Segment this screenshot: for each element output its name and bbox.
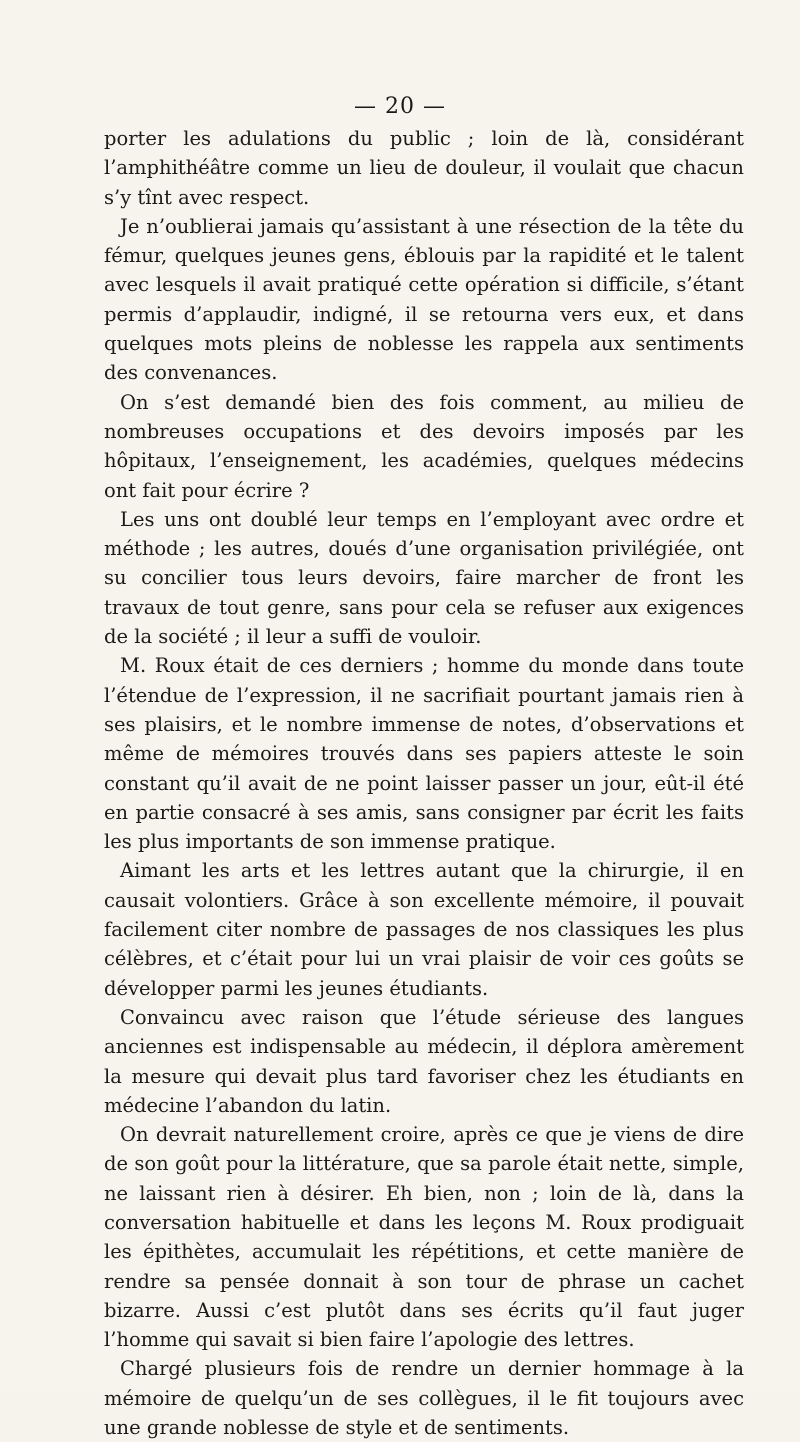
paragraph: M. Roux était de ces derniers ; homme du monde dans toute l’étendue de l’expression, il ne sacrifiait pourtant jamais rien à ses plaisirs, et le nombre immense de notes, d’observations et même de mémoires trouvés dans ses papiers atteste le soin constant qu’il avait de ne point laisser passer un jour, eût-il été en partie consacré à ses amis, sans consigner par écrit les faits les plus importants de son immense pratique. <box>104 654 744 854</box>
paragraph: Les uns ont doublé leur temps en l’employant avec ordre et méthode ; les autres, doués d’une organisation privilégiée, ont su concilier tous leurs devoirs, faire marcher de front les travaux de tout genre, sans pour cela se refuser aux exigences de la société ; il leur a suffi de vouloir. <box>104 507 744 649</box>
paragraph: Je n’oublierai jamais qu’assistant à une résection de la tête du fémur, quelques jeunes gens, éblouis par la rapidité et le talent avec lesquels il avait pratiqué cette opération si difficile, s’étant permis d’applaudir, indigné, il se retourna vers eux, et dans quelques mots pleins de noblesse les rappela aux sentiments des convenances. <box>104 214 744 385</box>
paragraph: Convaincu avec raison que l’étude sérieuse des langues anciennes est indispensable au médecin, il déplora amèrement la mesure qui devait plus tard favoriser chez les étudiants en médecine l’abandon du latin. <box>104 1005 744 1117</box>
page-number: — 20 — <box>354 94 446 119</box>
paragraph: porter les adulations du public ; loin de là, considérant l’amphithéâtre comme un lieu de douleur, il voulait que chacun s’y tînt avec respect. <box>104 127 744 209</box>
paragraph: Chargé plusieurs fois de rendre un dernier hommage à la mémoire de quelqu’un de ses collègues, il le fit toujours avec une grande noblesse de style et de sentiments. <box>104 1357 744 1440</box>
paragraph: On devrait naturellement croire, après ce que je viens de dire de son goût pour la littérature, que sa parole était nette, simple, ne laissant rien à désirer. Eh bien, non ; loin de là, dans la conversation habituelle et dans les leçons M. Roux prodiguait les épithètes, accumulait les répétitions, et cette manière de rendre sa pensée donnait à son tour de phrase un cachet bizarre. Aussi c’est plutôt dans ses écrits qu’il faut juger l’homme qui savait si bien faire l’apologie des lettres. <box>104 1123 744 1352</box>
paragraph: Aimant les arts et les lettres autant que la chirurgie, il en causait volontiers. Grâce à son excellente mémoire, il pouvait facilement citer nombre de passages de nos classiques les plus célèbres, et c’était pour lui un vrai plaisir de voir ces goûts se développer parmi les jeunes étudiants. <box>104 859 744 1000</box>
body-text <box>104 124 744 1442</box>
paragraph: On s’est demandé bien des fois comment, au milieu de nombreuses occupations et des devoirs imposés par les hôpitaux, l’enseignement, les académies, quelques médecins ont fait pour écrire ? <box>104 390 744 502</box>
